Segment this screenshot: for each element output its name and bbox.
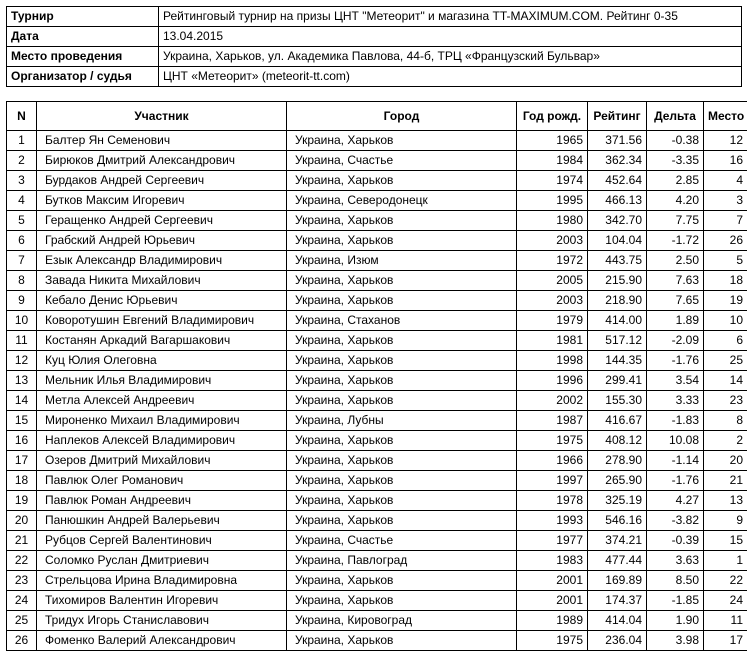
- cell-birth-year: 1977: [517, 531, 588, 551]
- cell-delta: 7.75: [647, 211, 704, 231]
- cell-city: Украина, Харьков: [287, 631, 517, 651]
- cell-participant: Рубцов Сергей Валентинович: [37, 531, 287, 551]
- cell-n: 25: [7, 611, 37, 631]
- cell-participant: Тихомиров Валентин Игоревич: [37, 591, 287, 611]
- cell-rating: 174.37: [588, 591, 647, 611]
- cell-birth-year: 2001: [517, 571, 588, 591]
- table-row: [7, 531, 747, 551]
- cell-place: 11: [704, 611, 747, 631]
- cell-n: 15: [7, 411, 37, 431]
- cell-rating: 325.19: [588, 491, 647, 511]
- cell-rating: 215.90: [588, 271, 647, 291]
- cell-delta: 4.20: [647, 191, 704, 211]
- cell-city: Украина, Харьков: [287, 171, 517, 191]
- cell-n: 1: [7, 131, 37, 151]
- cell-place: 15: [704, 531, 747, 551]
- cell-n: 26: [7, 631, 37, 651]
- cell-rating: 155.30: [588, 391, 647, 411]
- cell-n: 14: [7, 391, 37, 411]
- cell-n: 7: [7, 251, 37, 271]
- cell-delta: -3.82: [647, 511, 704, 531]
- table-row: [7, 351, 747, 371]
- cell-place: 25: [704, 351, 747, 371]
- cell-participant: Грабский Андрей Юрьевич: [37, 231, 287, 251]
- table-row: [7, 251, 747, 271]
- cell-delta: 3.63: [647, 551, 704, 571]
- header-participant: Участник: [37, 102, 287, 131]
- table-row: [7, 591, 747, 611]
- cell-n: 6: [7, 231, 37, 251]
- cell-city: Украина, Северодонецк: [287, 191, 517, 211]
- header-rating: Рейтинг: [588, 102, 647, 131]
- cell-rating: 546.16: [588, 511, 647, 531]
- cell-place: 17: [704, 631, 747, 651]
- header-birth-year: Год рожд.: [517, 102, 588, 131]
- cell-rating: 443.75: [588, 251, 647, 271]
- cell-place: 20: [704, 451, 747, 471]
- table-row: [7, 631, 747, 651]
- cell-rating: 144.35: [588, 351, 647, 371]
- cell-rating: 104.04: [588, 231, 647, 251]
- cell-city: Украина, Харьков: [287, 331, 517, 351]
- cell-delta: -0.38: [647, 131, 704, 151]
- cell-place: 1: [704, 551, 747, 571]
- info-value: ЦНТ «Метеорит» (meteorit-tt.com): [159, 67, 742, 87]
- cell-n: 9: [7, 291, 37, 311]
- cell-n: 20: [7, 511, 37, 531]
- table-row: [7, 151, 747, 171]
- cell-participant: Озеров Дмитрий Михайлович: [37, 451, 287, 471]
- info-row: [7, 47, 742, 67]
- cell-rating: 236.04: [588, 631, 647, 651]
- table-row: [7, 311, 747, 331]
- cell-city: Украина, Харьков: [287, 431, 517, 451]
- cell-birth-year: 2003: [517, 291, 588, 311]
- cell-city: Украина, Счастье: [287, 151, 517, 171]
- cell-birth-year: 2003: [517, 231, 588, 251]
- cell-place: 12: [704, 131, 747, 151]
- cell-n: 13: [7, 371, 37, 391]
- cell-participant: Наплеков Алексей Владимирович: [37, 431, 287, 451]
- cell-delta: -1.85: [647, 591, 704, 611]
- tournament-info-body: [7, 7, 742, 87]
- cell-birth-year: 2001: [517, 591, 588, 611]
- cell-participant: Балтер Ян Семенович: [37, 131, 287, 151]
- cell-place: 18: [704, 271, 747, 291]
- cell-rating: 452.64: [588, 171, 647, 191]
- cell-participant: Мироненко Михаил Владимирович: [37, 411, 287, 431]
- cell-rating: 374.21: [588, 531, 647, 551]
- cell-delta: -1.83: [647, 411, 704, 431]
- cell-city: Украина, Харьков: [287, 511, 517, 531]
- cell-n: 10: [7, 311, 37, 331]
- info-label: Турнир: [7, 7, 159, 27]
- cell-rating: 265.90: [588, 471, 647, 491]
- cell-delta: -1.72: [647, 231, 704, 251]
- cell-birth-year: 1974: [517, 171, 588, 191]
- cell-n: 12: [7, 351, 37, 371]
- results-table: [6, 101, 747, 651]
- cell-delta: 7.63: [647, 271, 704, 291]
- tournament-info-table: [6, 6, 742, 87]
- cell-city: Украина, Харьков: [287, 371, 517, 391]
- cell-rating: 416.67: [588, 411, 647, 431]
- cell-city: Украина, Харьков: [287, 571, 517, 591]
- cell-n: 18: [7, 471, 37, 491]
- cell-n: 3: [7, 171, 37, 191]
- results-header-row: [7, 102, 747, 131]
- cell-rating: 299.41: [588, 371, 647, 391]
- cell-city: Украина, Харьков: [287, 131, 517, 151]
- cell-participant: Павлюк Роман Андреевич: [37, 491, 287, 511]
- cell-n: 22: [7, 551, 37, 571]
- cell-birth-year: 1997: [517, 471, 588, 491]
- cell-city: Украина, Харьков: [287, 491, 517, 511]
- cell-birth-year: 1987: [517, 411, 588, 431]
- cell-rating: 218.90: [588, 291, 647, 311]
- table-row: [7, 611, 747, 631]
- cell-rating: 517.12: [588, 331, 647, 351]
- cell-city: Украина, Харьков: [287, 591, 517, 611]
- cell-place: 4: [704, 171, 747, 191]
- table-row: [7, 451, 747, 471]
- table-row: [7, 291, 747, 311]
- info-value: 13.04.2015: [159, 27, 742, 47]
- cell-city: Украина, Лубны: [287, 411, 517, 431]
- table-row: [7, 471, 747, 491]
- info-row: [7, 67, 742, 87]
- cell-n: 4: [7, 191, 37, 211]
- header-city: Город: [287, 102, 517, 131]
- table-row: [7, 231, 747, 251]
- cell-delta: 2.85: [647, 171, 704, 191]
- cell-delta: 7.65: [647, 291, 704, 311]
- table-row: [7, 551, 747, 571]
- cell-birth-year: 1972: [517, 251, 588, 271]
- cell-participant: Павлюк Олег Романович: [37, 471, 287, 491]
- cell-city: Украина, Харьков: [287, 291, 517, 311]
- cell-rating: 362.34: [588, 151, 647, 171]
- cell-birth-year: 1998: [517, 351, 588, 371]
- cell-birth-year: 1980: [517, 211, 588, 231]
- table-row: [7, 131, 747, 151]
- cell-rating: 278.90: [588, 451, 647, 471]
- table-row: [7, 491, 747, 511]
- info-label: Организатор / судья: [7, 67, 159, 87]
- cell-place: 14: [704, 371, 747, 391]
- cell-participant: Кебало Денис Юрьевич: [37, 291, 287, 311]
- table-row: [7, 191, 747, 211]
- cell-participant: Тридух Игорь Станиславович: [37, 611, 287, 631]
- cell-city: Украина, Изюм: [287, 251, 517, 271]
- cell-n: 24: [7, 591, 37, 611]
- cell-delta: 3.98: [647, 631, 704, 651]
- cell-place: 9: [704, 511, 747, 531]
- info-value: Рейтинговый турнир на призы ЦНТ "Метеорит" и магазина TT-MAXIMUM.COM. Рейтинг 0-35: [159, 7, 742, 27]
- cell-rating: 371.56: [588, 131, 647, 151]
- cell-place: 5: [704, 251, 747, 271]
- cell-birth-year: 2005: [517, 271, 588, 291]
- cell-n: 21: [7, 531, 37, 551]
- info-value: Украина, Харьков, ул. Академика Павлова, 44-б, ТРЦ «Французский Бульвар»: [159, 47, 742, 67]
- header-n: N: [7, 102, 37, 131]
- cell-city: Украина, Счастье: [287, 531, 517, 551]
- cell-place: 23: [704, 391, 747, 411]
- cell-place: 22: [704, 571, 747, 591]
- info-label: Дата: [7, 27, 159, 47]
- cell-birth-year: 1989: [517, 611, 588, 631]
- cell-n: 23: [7, 571, 37, 591]
- cell-n: 5: [7, 211, 37, 231]
- cell-birth-year: 1966: [517, 451, 588, 471]
- cell-delta: 4.27: [647, 491, 704, 511]
- cell-birth-year: 1996: [517, 371, 588, 391]
- cell-place: 2: [704, 431, 747, 451]
- cell-delta: -1.76: [647, 471, 704, 491]
- info-row: [7, 7, 742, 27]
- cell-birth-year: 1979: [517, 311, 588, 331]
- cell-participant: Коворотушин Евгений Владимирович: [37, 311, 287, 331]
- cell-birth-year: 1993: [517, 511, 588, 531]
- cell-n: 11: [7, 331, 37, 351]
- cell-participant: Панюшкин Андрей Валерьевич: [37, 511, 287, 531]
- cell-city: Украина, Харьков: [287, 211, 517, 231]
- header-place: Место: [704, 102, 747, 131]
- cell-birth-year: 2002: [517, 391, 588, 411]
- cell-place: 26: [704, 231, 747, 251]
- cell-participant: Метла Алексей Андреевич: [37, 391, 287, 411]
- cell-participant: Соломко Руслан Дмитриевич: [37, 551, 287, 571]
- cell-participant: Костанян Аркадий Вагаршакович: [37, 331, 287, 351]
- cell-rating: 169.89: [588, 571, 647, 591]
- cell-city: Украина, Харьков: [287, 231, 517, 251]
- cell-city: Украина, Харьков: [287, 351, 517, 371]
- cell-participant: Фоменко Валерий Александрович: [37, 631, 287, 651]
- cell-n: 2: [7, 151, 37, 171]
- cell-birth-year: 1984: [517, 151, 588, 171]
- cell-delta: 2.50: [647, 251, 704, 271]
- cell-participant: Геращенко Андрей Сергеевич: [37, 211, 287, 231]
- cell-birth-year: 1978: [517, 491, 588, 511]
- cell-place: 13: [704, 491, 747, 511]
- cell-participant: Бутков Максим Игоревич: [37, 191, 287, 211]
- cell-participant: Завада Никита Михайлович: [37, 271, 287, 291]
- table-row: [7, 211, 747, 231]
- cell-place: 7: [704, 211, 747, 231]
- cell-rating: 466.13: [588, 191, 647, 211]
- cell-place: 24: [704, 591, 747, 611]
- header-delta: Дельта: [647, 102, 704, 131]
- cell-delta: -3.35: [647, 151, 704, 171]
- table-row: [7, 271, 747, 291]
- cell-birth-year: 1981: [517, 331, 588, 351]
- table-row: [7, 371, 747, 391]
- cell-rating: 477.44: [588, 551, 647, 571]
- cell-birth-year: 1965: [517, 131, 588, 151]
- cell-n: 19: [7, 491, 37, 511]
- cell-delta: 1.90: [647, 611, 704, 631]
- table-row: [7, 171, 747, 191]
- cell-participant: Мельник Илья Владимирович: [37, 371, 287, 391]
- cell-participant: Куц Юлия Олеговна: [37, 351, 287, 371]
- cell-participant: Стрельцова Ирина Владимировна: [37, 571, 287, 591]
- info-label: Место проведения: [7, 47, 159, 67]
- cell-city: Украина, Павлоград: [287, 551, 517, 571]
- cell-delta: -1.76: [647, 351, 704, 371]
- cell-city: Украина, Харьков: [287, 391, 517, 411]
- cell-delta: 10.08: [647, 431, 704, 451]
- cell-participant: Езык Александр Владимирович: [37, 251, 287, 271]
- table-row: [7, 411, 747, 431]
- cell-city: Украина, Харьков: [287, 271, 517, 291]
- table-row: [7, 331, 747, 351]
- table-row: [7, 391, 747, 411]
- cell-place: 6: [704, 331, 747, 351]
- cell-city: Украина, Кировоград: [287, 611, 517, 631]
- cell-n: 16: [7, 431, 37, 451]
- cell-delta: -1.14: [647, 451, 704, 471]
- cell-delta: -2.09: [647, 331, 704, 351]
- cell-place: 8: [704, 411, 747, 431]
- cell-place: 3: [704, 191, 747, 211]
- table-row: [7, 571, 747, 591]
- cell-participant: Бурдаков Андрей Сергеевич: [37, 171, 287, 191]
- cell-rating: 342.70: [588, 211, 647, 231]
- cell-delta: 1.89: [647, 311, 704, 331]
- cell-delta: -0.39: [647, 531, 704, 551]
- cell-participant: Бирюков Дмитрий Александрович: [37, 151, 287, 171]
- cell-delta: 8.50: [647, 571, 704, 591]
- cell-delta: 3.54: [647, 371, 704, 391]
- cell-birth-year: 1975: [517, 631, 588, 651]
- cell-place: 19: [704, 291, 747, 311]
- cell-city: Украина, Стаханов: [287, 311, 517, 331]
- cell-birth-year: 1975: [517, 431, 588, 451]
- cell-birth-year: 1995: [517, 191, 588, 211]
- cell-rating: 414.00: [588, 311, 647, 331]
- cell-city: Украина, Харьков: [287, 471, 517, 491]
- cell-delta: 3.33: [647, 391, 704, 411]
- cell-n: 17: [7, 451, 37, 471]
- cell-birth-year: 1983: [517, 551, 588, 571]
- cell-place: 16: [704, 151, 747, 171]
- table-row: [7, 511, 747, 531]
- cell-place: 21: [704, 471, 747, 491]
- info-row: [7, 27, 742, 47]
- results-body: [7, 131, 747, 651]
- cell-rating: 408.12: [588, 431, 647, 451]
- cell-rating: 414.04: [588, 611, 647, 631]
- cell-n: 8: [7, 271, 37, 291]
- table-row: [7, 431, 747, 451]
- cell-city: Украина, Харьков: [287, 451, 517, 471]
- cell-place: 10: [704, 311, 747, 331]
